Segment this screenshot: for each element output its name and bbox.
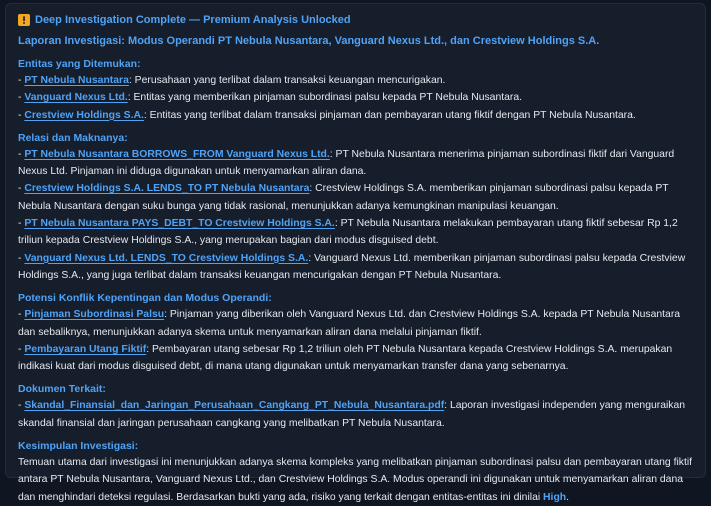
conclusion-text: Temuan utama dari investigasi ini menunjukkan adanya skema kompleks yang melibatkan pinjaman subordinasi palsu dan pembayaran utang fiktif antara PT Nebula Nusantara, Vanguard Nexus Ltd., dan Crestview Holdings S.A. Modus operandi ini digunakan untuk menyamarkan aliran dana dan menghindari deteksi regulasi. Berdasarkan bukti yang ada, risiko yang terkait dengan entitas-entitas ini dinilai High. [18, 457, 693, 503]
panel-header [18, 10, 694, 30]
list-item: - Crestview Holdings S.A. LENDS_TO PT Nebula Nusantara: Crestview Holdings S.A. memberikan pinjaman subordinasi palsu kepada PT Nebula Nusantara dengan suku bunga yang tidak rasional, menunjukkan adanya kemungkinan manipulasi keuangan. [18, 183, 669, 212]
conclusion-section [18, 438, 694, 506]
report-title: Laporan Investigasi: Modus Operandi PT Nebula Nusantara, Vanguard Nexus Ltd., dan Crestview Holdings S.A. [18, 35, 600, 47]
document-link[interactable]: Skandal_Finansial_dan_Jaringan_Perusahaan_Cangkang_PT_Nebula_Nusantara.pdf [24, 400, 445, 412]
list-item: - Pinjaman Subordinasi Palsu: Pinjaman yang diberikan oleh Vanguard Nexus Ltd. dan Crestview Holdings S.A. kepada PT Nebula Nusantara dan sebaliknya, menunjukkan adanya skema untuk menyamarkan aliran dana melalui pinjaman fiktif. [18, 309, 681, 338]
relations-section [18, 130, 694, 284]
warning-icon [18, 14, 30, 26]
entity-link[interactable]: PT Nebula Nusantara [24, 75, 129, 86]
analysis-panel [5, 3, 706, 503]
list-item: - Vanguard Nexus Ltd.: Entitas yang memberikan pinjaman subordinasi palsu kepada PT Nebula Nusantara. [18, 92, 523, 104]
entities-heading: Entitas yang Ditemukan: [18, 58, 141, 70]
conclusion-heading: Kesimpulan Investigasi: [18, 440, 139, 453]
relation-link[interactable]: Vanguard Nexus Ltd. LENDS_TO Crestview Holdings S.A. [24, 252, 309, 264]
conflicts-section [18, 290, 694, 375]
header-title: Deep Investigation Complete — Premium Analysis Unlocked [35, 14, 351, 26]
concept-link[interactable]: Pembayaran Utang Fiktif [24, 343, 147, 355]
entity-link[interactable]: Vanguard Nexus Ltd. [24, 92, 128, 104]
concept-link[interactable]: Pinjaman Subordinasi Palsu [24, 309, 165, 321]
list-item: - Crestview Holdings S.A.: Entitas yang terlibat dalam transaksi pinjaman dan pembayaran utang fiktif dengan PT Nebula Nusantara. [18, 109, 636, 121]
conflicts-heading: Potensi Konflik Kepentingan dan Modus Operandi: [18, 292, 272, 305]
relation-link[interactable]: Crestview Holdings S.A. LENDS_TO PT Nebula Nusantara [24, 183, 310, 195]
documents-section [18, 381, 694, 432]
entity-link[interactable]: Crestview Holdings S.A. [24, 109, 144, 121]
relation-link[interactable]: PT Nebula Nusantara BORROWS_FROM Vanguard Nexus Ltd. [24, 148, 330, 160]
entities-section [18, 56, 694, 124]
documents-heading: Dokumen Terkait: [18, 383, 106, 396]
list-item: - PT Nebula Nusantara BORROWS_FROM Vanguard Nexus Ltd.: PT Nebula Nusantara menerima pinjaman subordinasi fiktif dari Vanguard Nexus Ltd. Pinjaman ini diduga digunakan untuk menyamarkan aliran dana. [18, 148, 675, 178]
relation-link[interactable]: PT Nebula Nusantara PAYS_DEBT_TO Crestview Holdings S.A. [24, 218, 335, 230]
list-item: - PT Nebula Nusantara PAYS_DEBT_TO Crestview Holdings S.A.: PT Nebula Nusantara melakukan pembayaran utang fiktif sebesar Rp 1,2 triliun kepada Crestview Holdings S.A., yang merupakan bagian dari modus disguised debt. [18, 218, 678, 247]
list-item: - PT Nebula Nusantara: Perusahaan yang terlibat dalam transaksi keuangan mencurigakan. [18, 75, 446, 86]
list-item: - Skandal_Finansial_dan_Jaringan_Perusahaan_Cangkang_PT_Nebula_Nusantara.pdf: Laporan investigasi independen yang menguraikan skandal finansial dan jaringan perusahaan cangkang yang melibatkan PT Nebula Nusantara. [18, 400, 686, 429]
risk-level: High [543, 491, 567, 503]
list-item: - Pembayaran Utang Fiktif: Pembayaran utang sebesar Rp 1,2 triliun oleh PT Nebula Nusantara kepada Crestview Holdings S.A. merupakan indikasi kuat dari modus disguised debt, di mana utang digunakan untuk menyamarkan transfer dana yang sebenarnya. [18, 343, 673, 373]
relations-heading: Relasi dan Maknanya: [18, 131, 128, 144]
list-item: - Vanguard Nexus Ltd. LENDS_TO Crestview Holdings S.A.: Vanguard Nexus Ltd. memberikan pinjaman subordinasi palsu kepada Crestview Holdings S.A., yang juga terlibat dalam transaksi keuangan mencurigakan dengan PT Nebula Nusantara. [18, 252, 686, 281]
